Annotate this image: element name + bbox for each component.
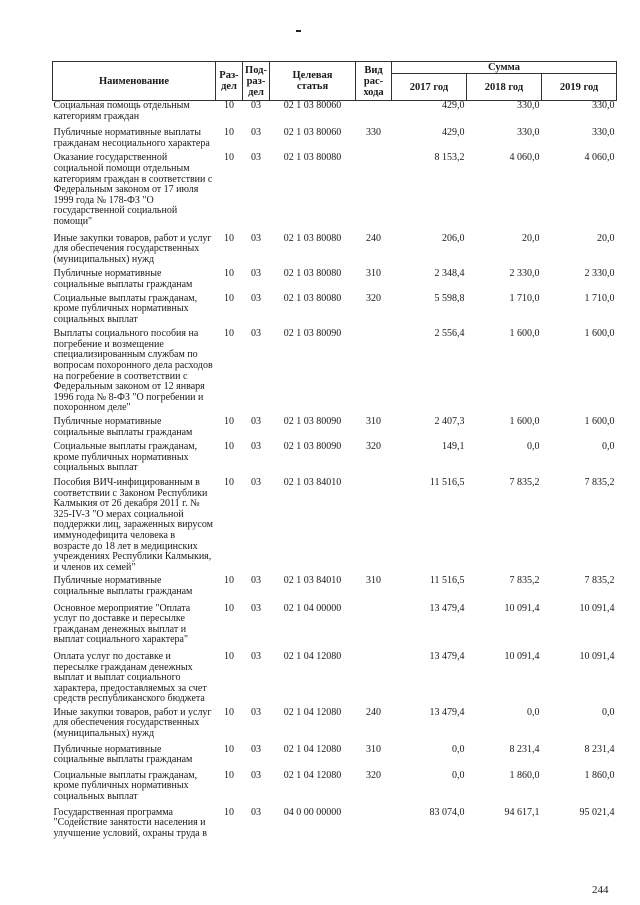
row-celevaya-statya: 04 0 00 00000 <box>283 806 342 818</box>
row-name: Государственная программа "Содействие занятости населения и улучшение условий, охраны труда в <box>53 806 207 839</box>
row-sum-2019: 1 600,0 <box>584 416 615 428</box>
row-sum-2019: 7 835,2 <box>584 477 615 488</box>
row-sum-2019: 10 091,4 <box>579 602 615 614</box>
row-name: Публичные нормативные социальные выплаты гражданам <box>53 743 193 766</box>
row-podrazdel: 03 <box>251 602 261 614</box>
row-sum-2019: 7 835,2 <box>584 575 615 587</box>
row-celevaya-statya: 02 1 03 80060 <box>283 127 342 139</box>
row-sum-2018: 8 231,4 <box>509 743 540 755</box>
row-razdel: 10 <box>224 292 234 304</box>
row-sum-2017: 83 074,0 <box>429 806 465 818</box>
row-sum-2017: 206,0 <box>442 232 465 244</box>
row-sum-2017: 0,0 <box>452 743 465 755</box>
row-sum-2019: 0,0 <box>602 441 615 453</box>
table-row <box>53 325 617 414</box>
row-razdel: 10 <box>224 232 234 244</box>
row-sum-2018: 4 060,0 <box>509 152 540 164</box>
row-sum-2019: 20,0 <box>597 232 615 244</box>
row-podrazdel: 03 <box>251 100 261 111</box>
row-vid-raskhoda <box>356 474 392 573</box>
row-name: Основное мероприятие "Оплата услуг по доставке и пересылке гражданам денежных выплат и выплат социального характера" <box>53 602 191 646</box>
row-name: Публичные нормативные социальные выплаты гражданам <box>53 416 193 438</box>
table-row <box>53 598 617 646</box>
row-sum-2019: 330,0 <box>592 100 615 111</box>
row-name: Социальная помощь отдельным категориям граждан <box>53 100 190 122</box>
row-sum-2019: 1 860,0 <box>584 769 615 781</box>
row-podrazdel: 03 <box>251 743 261 755</box>
table-row <box>53 438 617 474</box>
row-celevaya-statya: 02 1 03 80060 <box>283 100 342 111</box>
row-podrazdel: 03 <box>251 292 261 304</box>
header-name: Наименование <box>53 62 216 101</box>
row-vid-raskhoda: 240 <box>366 232 381 244</box>
row-name: Публичные нормативные социальные выплаты гражданам <box>53 268 193 290</box>
row-vid-raskhoda <box>356 149 392 227</box>
row-vid-raskhoda: 320 <box>366 769 381 781</box>
row-sum-2018: 2 330,0 <box>509 268 540 280</box>
table-row <box>53 291 617 326</box>
row-sum-2019: 95 021,4 <box>579 806 615 818</box>
header-2019: 2019 год <box>542 74 617 101</box>
row-vid-raskhoda <box>356 325 392 414</box>
row-celevaya-statya: 02 1 03 80080 <box>283 292 342 304</box>
row-name: Социальные выплаты гражданам, кроме публичных нормативных социальных выплат <box>53 292 198 325</box>
row-sum-2017: 2 348,4 <box>434 268 465 280</box>
row-sum-2017: 0,0 <box>452 769 465 781</box>
row-name: Выплаты социального пособия на погребение и возмещение специализированным службам по вопросам похоронного дела расходов на погребение в соответствии с Федеральным законом от 12 января 1996 года № 8-ФЗ "О погребении и похоронном деле" <box>53 328 213 414</box>
row-razdel: 10 <box>224 706 234 718</box>
row-sum-2019: 330,0 <box>592 127 615 139</box>
row-name: Иные закупки товаров, работ и услуг для обеспечения государственных (муниципальных) нужд <box>53 232 212 265</box>
row-sum-2017: 2 407,3 <box>434 416 465 428</box>
row-sum-2018: 0,0 <box>527 706 540 718</box>
table-row <box>53 766 617 803</box>
table-row <box>53 149 617 227</box>
table-row <box>53 474 617 573</box>
row-sum-2018: 94 617,1 <box>504 806 540 818</box>
row-podrazdel: 03 <box>251 232 261 244</box>
row-sum-2017: 13 479,4 <box>429 706 465 718</box>
row-vid-raskhoda <box>356 101 392 123</box>
row-sum-2017: 11 516,5 <box>429 477 465 488</box>
row-sum-2018: 10 091,4 <box>504 602 540 614</box>
row-razdel: 10 <box>224 602 234 614</box>
row-vid-raskhoda: 320 <box>366 441 381 453</box>
row-razdel: 10 <box>224 575 234 587</box>
table-row <box>53 122 617 149</box>
page-number: 244 <box>592 884 609 896</box>
row-sum-2018: 330,0 <box>517 127 540 139</box>
row-sum-2018: 7 835,2 <box>509 477 540 488</box>
row-sum-2017: 429,0 <box>442 127 465 139</box>
row-name: Социальные выплаты гражданам, кроме публичных нормативных социальных выплат <box>53 769 198 803</box>
row-celevaya-statya: 02 1 04 12080 <box>283 706 342 718</box>
row-sum-2017: 13 479,4 <box>429 650 465 662</box>
row-podrazdel: 03 <box>251 769 261 781</box>
row-celevaya-statya: 02 1 03 80090 <box>283 441 342 453</box>
row-sum-2018: 330,0 <box>517 100 540 111</box>
row-sum-2017: 149,1 <box>442 441 465 453</box>
row-celevaya-statya: 02 1 03 84010 <box>283 575 342 587</box>
row-vid-raskhoda: 310 <box>366 416 381 428</box>
row-podrazdel: 03 <box>251 268 261 280</box>
table-row <box>53 705 617 740</box>
row-razdel: 10 <box>224 152 234 164</box>
row-podrazdel: 03 <box>251 806 261 818</box>
table-body <box>53 101 617 840</box>
row-celevaya-statya: 02 1 04 00000 <box>283 602 342 614</box>
row-sum-2017: 429,0 <box>442 100 465 111</box>
row-sum-2017: 8 153,2 <box>434 152 465 164</box>
row-razdel: 10 <box>224 743 234 755</box>
row-vid-raskhoda: 320 <box>366 292 381 304</box>
row-name: Оплата услуг по доставке и пересылке гражданам денежных выплат и выплат социального характера, предоставляемых за счет средств республиканского бюджета <box>53 650 207 705</box>
row-podrazdel: 03 <box>251 650 261 662</box>
table-row <box>53 803 617 840</box>
row-podrazdel: 03 <box>251 328 261 340</box>
row-podrazdel: 03 <box>251 477 261 488</box>
table-header <box>53 62 617 101</box>
row-sum-2018: 10 091,4 <box>504 650 540 662</box>
row-razdel: 10 <box>224 268 234 280</box>
row-razdel: 10 <box>224 806 234 818</box>
row-sum-2018: 1 600,0 <box>509 328 540 340</box>
header-celevaya-statya: Целевая статья <box>270 62 356 101</box>
row-celevaya-statya: 02 1 03 80090 <box>283 416 342 428</box>
row-vid-raskhoda: 310 <box>366 575 381 587</box>
row-sum-2019: 1 600,0 <box>584 328 615 340</box>
row-sum-2017: 11 516,5 <box>429 575 465 587</box>
row-vid-raskhoda: 330 <box>366 127 381 139</box>
row-sum-2018: 0,0 <box>527 441 540 453</box>
row-celevaya-statya: 02 1 03 84010 <box>283 477 342 488</box>
budget-table <box>52 61 617 839</box>
row-sum-2019: 0,0 <box>602 706 615 718</box>
header-summa: Сумма <box>392 62 617 74</box>
row-sum-2018: 1 600,0 <box>509 416 540 428</box>
top-dash-mark <box>296 30 301 32</box>
header-razdel: Раз- дел <box>216 62 243 101</box>
row-celevaya-statya: 02 1 03 80080 <box>283 232 342 244</box>
row-vid-raskhoda <box>356 803 392 840</box>
row-name: Оказание государственной социальной помощи отдельным категориям граждан в соответствии с Федеральным законом от 17 июля 1999 года № 178-ФЗ "О государственной социальной помощи" <box>53 152 213 227</box>
row-celevaya-statya: 02 1 04 12080 <box>283 743 342 755</box>
row-celevaya-statya: 02 1 04 12080 <box>283 650 342 662</box>
row-celevaya-statya: 02 1 03 80090 <box>283 328 342 340</box>
header-podrazdel: Под- раз- дел <box>243 62 270 101</box>
row-vid-raskhoda <box>356 646 392 705</box>
row-sum-2018: 7 835,2 <box>509 575 540 587</box>
row-name: Социальные выплаты гражданам, кроме публичных нормативных социальных выплат <box>53 441 198 474</box>
row-sum-2017: 5 598,8 <box>434 292 465 304</box>
row-sum-2019: 2 330,0 <box>584 268 615 280</box>
row-celevaya-statya: 02 1 03 80080 <box>283 268 342 280</box>
row-vid-raskhoda: 310 <box>366 268 381 280</box>
row-name: Публичные нормативные выплаты гражданам несоциального характера <box>53 127 210 149</box>
row-sum-2019: 8 231,4 <box>584 743 615 755</box>
row-podrazdel: 03 <box>251 441 261 453</box>
table-row <box>53 646 617 705</box>
row-celevaya-statya: 02 1 03 80080 <box>283 152 342 164</box>
table-row <box>53 265 617 290</box>
table-row <box>53 228 617 266</box>
row-vid-raskhoda <box>356 598 392 646</box>
row-celevaya-statya: 02 1 04 12080 <box>283 769 342 781</box>
row-name: Иные закупки товаров, работ и услуг для обеспечения государственных (муниципальных) нужд <box>53 706 212 740</box>
row-sum-2017: 13 479,4 <box>429 602 465 614</box>
header-vid-raskhoda: Вид рас- хода <box>356 62 392 101</box>
row-sum-2019: 4 060,0 <box>584 152 615 164</box>
row-razdel: 10 <box>224 127 234 139</box>
row-vid-raskhoda: 310 <box>366 743 381 755</box>
row-sum-2018: 1 860,0 <box>509 769 540 781</box>
table-row <box>53 414 617 438</box>
row-name: Публичные нормативные социальные выплаты гражданам <box>53 575 193 597</box>
row-podrazdel: 03 <box>251 706 261 718</box>
header-2018: 2018 год <box>467 74 542 101</box>
row-sum-2018: 20,0 <box>522 232 540 244</box>
row-podrazdel: 03 <box>251 575 261 587</box>
table-row <box>53 573 617 597</box>
table-row <box>53 101 617 123</box>
row-sum-2019: 1 710,0 <box>584 292 615 304</box>
header-2017: 2017 год <box>392 74 467 101</box>
row-sum-2017: 2 556,4 <box>434 328 465 340</box>
row-razdel: 10 <box>224 416 234 428</box>
table-row <box>53 740 617 766</box>
row-name: Пособия ВИЧ-инфицированным в соответствии с Законом Республики Калмыкия от 26 декабря 2011 г. № 325-IV-З "О мерах социальной поддержки лиц, зараженных вирусом иммунодефицита человека в возрасте до 18 лет в медицинских учреждениях Республики Калмыкия, и членов их семей" <box>53 477 213 573</box>
row-podrazdel: 03 <box>251 127 261 139</box>
row-podrazdel: 03 <box>251 152 261 164</box>
row-sum-2019: 10 091,4 <box>579 650 615 662</box>
row-vid-raskhoda: 240 <box>366 706 381 718</box>
row-razdel: 10 <box>224 769 234 781</box>
row-sum-2018: 1 710,0 <box>509 292 540 304</box>
row-podrazdel: 03 <box>251 416 261 428</box>
row-razdel: 10 <box>224 650 234 662</box>
row-razdel: 10 <box>224 477 234 488</box>
row-razdel: 10 <box>224 100 234 111</box>
row-razdel: 10 <box>224 441 234 453</box>
row-razdel: 10 <box>224 328 234 340</box>
